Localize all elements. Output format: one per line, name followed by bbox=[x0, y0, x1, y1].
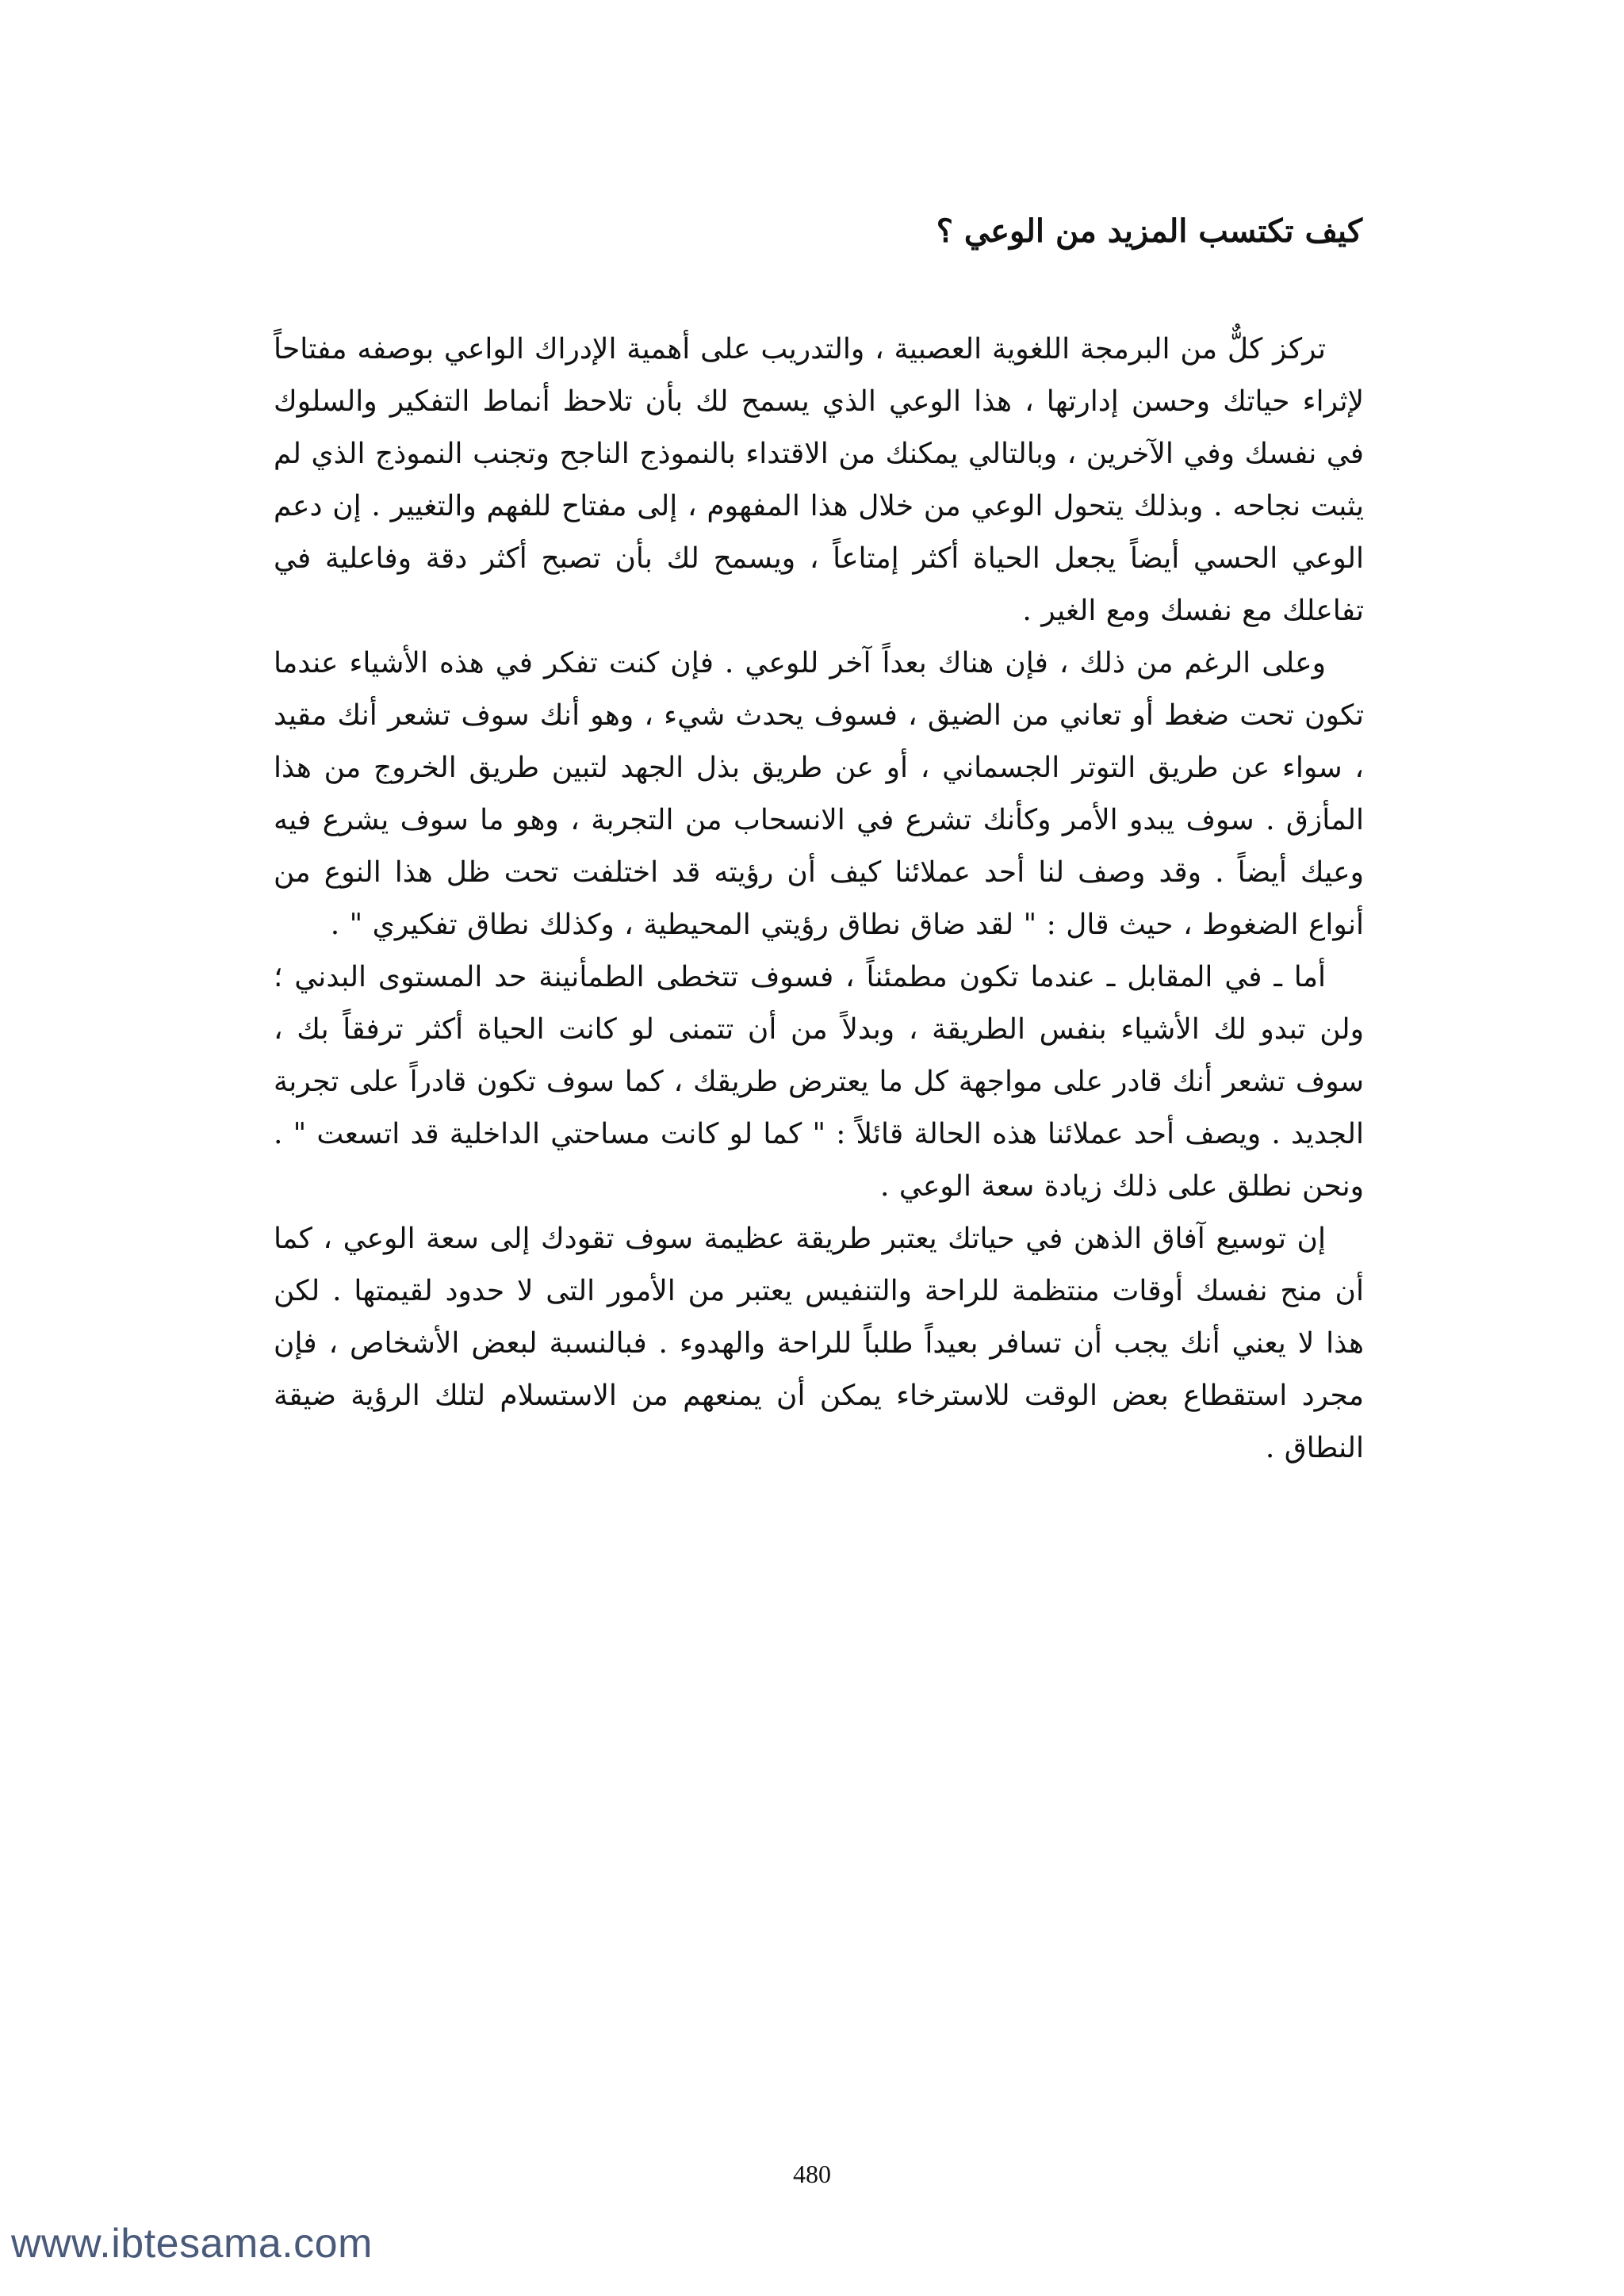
paragraph-4: إن توسيع آفاق الذهن في حياتك يعتبر طريقة عظيمة سوف تقودك إلى سعة الوعي ، كما أن منح نفسك أوقات منتظمة للراحة والتنفيس يعتبر من الأمور التى لا حدود لقيمتها . لكن هذا لا يعني أنك يجب أن تسافر بعيداً طلباً للراحة والهدوء . فبالنسبة لبعض الأشخاص ، فإن مجرد استقطاع بعض الوقت للاسترخاء يمكن أن يمنعهم من الاستسلام لتلك الرؤية ضيقة النطاق . bbox=[274, 1223, 1364, 1464]
paragraph-3: أما ـ في المقابل ـ عندما تكون مطمئناً ، فسوف تتخطى الطمأنينة حد المستوى البدني ؛ ولن تبدو لك الأشياء بنفس الطريقة ، وبدلاً من أن تتمنى لو كانت الحياة أكثر ترفقاً بك ، سوف تشعر أنك قادر على مواجهة كل ما يعترض طريقك ، كما سوف تكون قادراً على تجربة الجديد . ويصف أحد عملائنا هذه الحالة قائلاً : " كما لو كانت مساحتي الداخلية قد اتسعت " . ونحن نطلق على ذلك زيادة سعة الوعي . bbox=[274, 961, 1364, 1203]
watermark-url: www.ibtesama.com bbox=[11, 2221, 373, 2267]
paragraph-1: تركز كلٌّ من البرمجة اللغوية العصبية ، والتدريب على أهمية الإدراك الواعي بوصفه مفتاحاً لإثراء حياتك وحسن إدارتها ، هذا الوعي الذي يسمح لك بأن تلاحظ أنماط التفكير والسلوك في نفسك وفي الآخرين ، وبالتالي يمكنك من الاقتداء بالنموذج الناجح وتجنب النموذج الذي لم يثبت نجاحه . وبذلك يتحول الوعي من خلال هذا المفهوم ، إلى مفتاح للفهم والتغيير . إن دعم الوعي الحسي أيضاً يجعل الحياة أكثر إمتاعاً ، ويسمح لك بأن تصبح أكثر دقة وفاعلية في تفاعلك مع نفسك ومع الغير . bbox=[274, 333, 1365, 627]
body-text bbox=[274, 323, 1364, 1475]
page-number: 480 bbox=[793, 2160, 831, 2188]
section-heading: كيف تكتسب المزيد من الوعي ؟ bbox=[936, 212, 1362, 250]
paragraph-2: وعلى الرغم من ذلك ، فإن هناك بعداً آخر للوعي . فإن كنت تفكر في هذه الأشياء عندما تكون تحت ضغط أو تعاني من الضيق ، فسوف يحدث شيء ، وهو أنك سوف تشعر أنك مقيد ، سواء عن طريق التوتر الجسماني ، أو عن طريق بذل الجهد لتبين طريق الخروج من هذا المأزق . سوف يبدو الأمر وكأنك تشرع في الانسحاب من التجربة ، وهو ما سوف يشرع فيه وعيك أيضاً . وقد وصف لنا أحد عملائنا كيف أن رؤيته قد اختلفت تحت ظل هذا النوع من أنواع الضغوط ، حيث قال : " لقد ضاق نطاق رؤيتي المحيطية ، وكذلك نطاق تفكيري " . bbox=[274, 647, 1364, 941]
